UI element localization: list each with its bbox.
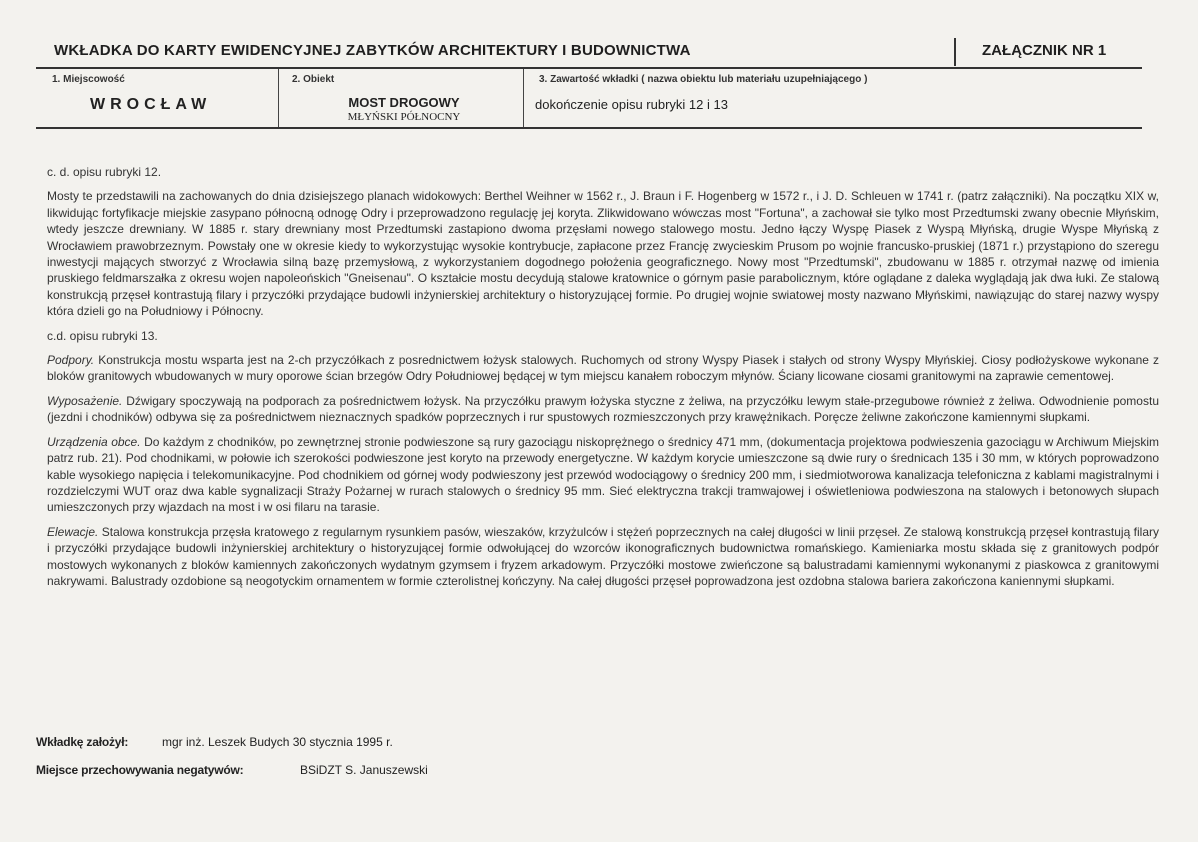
author-value: mgr inż. Leszek Budych 30 stycznia 1995 r. <box>162 735 393 749</box>
urzadzenia-title: Urządzenia obce. <box>47 434 141 449</box>
column-divider-1 <box>278 69 279 128</box>
section-13-heading: c.d. opisu rubryki 13. <box>47 328 158 343</box>
content-label: 3. Zawartość wkładki ( nazwa obiektu lub materiału uzupełniającego ) <box>539 74 868 85</box>
section-12-heading: c. d. opisu rubryki 12. <box>47 165 162 179</box>
title-row <box>36 42 1142 66</box>
urzadzenia-text: Do każdym z chodników, po zewnętrznej stronie podwieszone są rury gazociągu niskoprężnego o średnicy 471 mm, (dokumentacja projektowa podwieszenia gazociągu w Archiwum Miejskim patrz rub. 21). Pod chodnikami, w połowie ich szerokości podwieszone jest koryto na przewody energetyczne. W każdym korycie umieszczone są dwie rury o średnicach 135 i 30 mm, w których poprowadzono kable wysokiego napięcia i telekomunikacyjne. Pod chodnikiem od górnej wody podwieszony jest przewód wodociągowy o średnicy 200 mm, i siedmiotworowa kanalizacja telefoniczna z kablami magistralnymi i rozdzielczymi WUT oraz dwa kable sygnalizacji Straży Pożarnej w rurach stalowych o średnicy 95 mm. Sieć elektryczna trakcji tramwajowej i oświetleniowa podwieszona na stalowych i betonowych słupach umieszczonych przy wjazdach na most i w osi filaru na tarasie. <box>47 434 1159 515</box>
title-divider <box>954 38 956 66</box>
object-label: 2. Obiekt <box>292 74 335 85</box>
storage-row <box>36 763 636 781</box>
section-12-text: Mosty te przedstawili na zachowanych do dnia dzisiejszego planach widokowych: Berthel Weihner w 1562 r., J. Braun i F. Hogenberg w 1572 r., i J. D. Schleuen w 1741 r. (patrz załączniki). Na początku XIX w, likwidując fortyfikacje miejskie zasypano północną odnogę Odry i przeprowadzono regulację jej koryta. Zlikwidowano wówczas most "Fortuna", a zachował sie tylko most Przedtumski zwany obecnie Młyńskim, wtedy jeszcze drewniany. W 1885 r. stary drewniany most Przedtumski zastapiono dwoma przęsłami nowego stalowego mostu. Jedno łączy Wyspę Piasek z Wyspą Młyńską, drugie Wyspe Młyńską z Wrocławiem prawobrzeznym. Powstały one w okresie kiedy to wykorzystując wysokie kontrybucje, zapłacone przez Francję zwycieskim Prusom po wojnie francusko-pruskiej (1871 r.) przystąpiono do szeregu inwestycji mających stworzyć z Wrocławia silną bazę przemysłową, z wykorzystaniem dogodnego położenia geograficznego. Nowy most "Przedtumski", zbudowanu w 1885 r. otrzymał nazwę od imienia pruskiego feldmarszałka z okresu wojen napoleońskich "Gneisenau". O kształcie mostu decydują stalowe kratownice o górnym pasie parabolicznym, które oglądane z daleka wyglądają jak dwa łuki. Ze stalową konstrukcją przęseł kontrastują filary i przyczółki przydające budowli inżynierskiej architektury o historyzującej formie. Po drugiej wojnie swiatowej mosty nazwano Młyńskimi, nawiązując do starej nazwy wyspy która dzieli go na Południowy i Północny. <box>47 189 1159 319</box>
podpory-title: Podpory. <box>47 353 95 368</box>
wyposazenie-text: Dźwigary spoczywają na podporach za pośrednictwem łożysk. Na przyczółku prawym łożyska styczne z żeliwa, na przyczółku lewym stałe-przegubowe również z żeliwa. Odwodnienie pomostu (jezdni i chodników) odbywa się za pośrednictwem nieznacznych spadków poprzecznych i rur spustowych rozmieszczonych przy krawężnikach. Poręcze żeliwne zakończone kamiennymi słupkami. <box>47 393 1159 425</box>
paragraph-wyposazenie <box>47 393 1159 426</box>
object-subvalue: MŁYŃSKI PÓŁNOCNY <box>347 111 461 123</box>
paragraph-urzadzenia <box>47 434 1159 516</box>
paragraph-podpory <box>47 352 1159 385</box>
podpory-text: Konstrukcja mostu wsparta jest na 2-ch przyczółkach z posrednictwem łożysk stalowych. Ruchomych od strony Wyspy Piasek i stałych od strony Wyspy Młyńskiej. Ciosy podłożyskowe wykonane z bloków granitowych wbudowanych w mury oporowe ścian brzegów Odry Południowej będącej w tym miejscu kanałem roboczym młynów. Ściany licowane ciosami granitowymi na zaprawie cementowej. <box>47 353 1159 384</box>
column-divider-2 <box>523 69 524 128</box>
annex-number: ZAŁĄCZNIK NR 1 <box>982 42 1107 59</box>
header-rule-bottom <box>36 127 1142 129</box>
description-body <box>47 164 1159 597</box>
author-row <box>36 735 636 753</box>
storage-value: BSiDZT S. Januszewski <box>300 763 428 777</box>
header-rule-top <box>36 67 1142 69</box>
elewacje-title: Elewacje. <box>47 524 99 539</box>
paragraph-elewacje <box>47 524 1159 590</box>
elewacje-text: Stalowa konstrukcja przęsła kratowego z regularnym rysunkiem pasów, wieszaków, krzyżulców i stężeń poprzecznych na całej długości w linii przęseł. Ze stalową konstrukcją przęseł kontrastują filary i przyczółki przydające budowli inżynierskiej architektury o historyzującej formie odwołującej do wzorców ikonograficznych budownictwa romańskiego. Kamieniarka mostu składa się z granitowych podpór mostowych wykonanych z bloków kamiennych zakończonych wydatnym gzymsem i fryzem arkadowym. Przyczółki mostowe zwieńczone są balustradami kamiennymi wykonanymi z piaskowca z granitowymi nakrywami. Balustrady ozdobione są neogotyckim ornamentem w formie czterolistnej kończyny. Na całej długości przęseł poprowadzona jest ozdobna stalowa bariera zakończona kaniennymi słupkami. <box>47 524 1159 588</box>
author-label: Wkładkę założył: <box>36 735 129 749</box>
wyposazenie-title: Wyposażenie. <box>47 393 123 408</box>
locality-label: 1. Miejscowość <box>52 74 125 85</box>
content-value: dokończenie opisu rubryki 12 i 13 <box>535 97 728 112</box>
object-value: MOST DROGOWY <box>348 95 460 110</box>
locality-value: WROCŁAW <box>90 96 212 113</box>
storage-label: Miejsce przechowywania negatywów: <box>36 763 244 777</box>
document-title: WKŁADKA DO KARTY EWIDENCYJNEJ ZABYTKÓW ARCHITEKTURY I BUDOWNICTWA <box>54 42 691 59</box>
